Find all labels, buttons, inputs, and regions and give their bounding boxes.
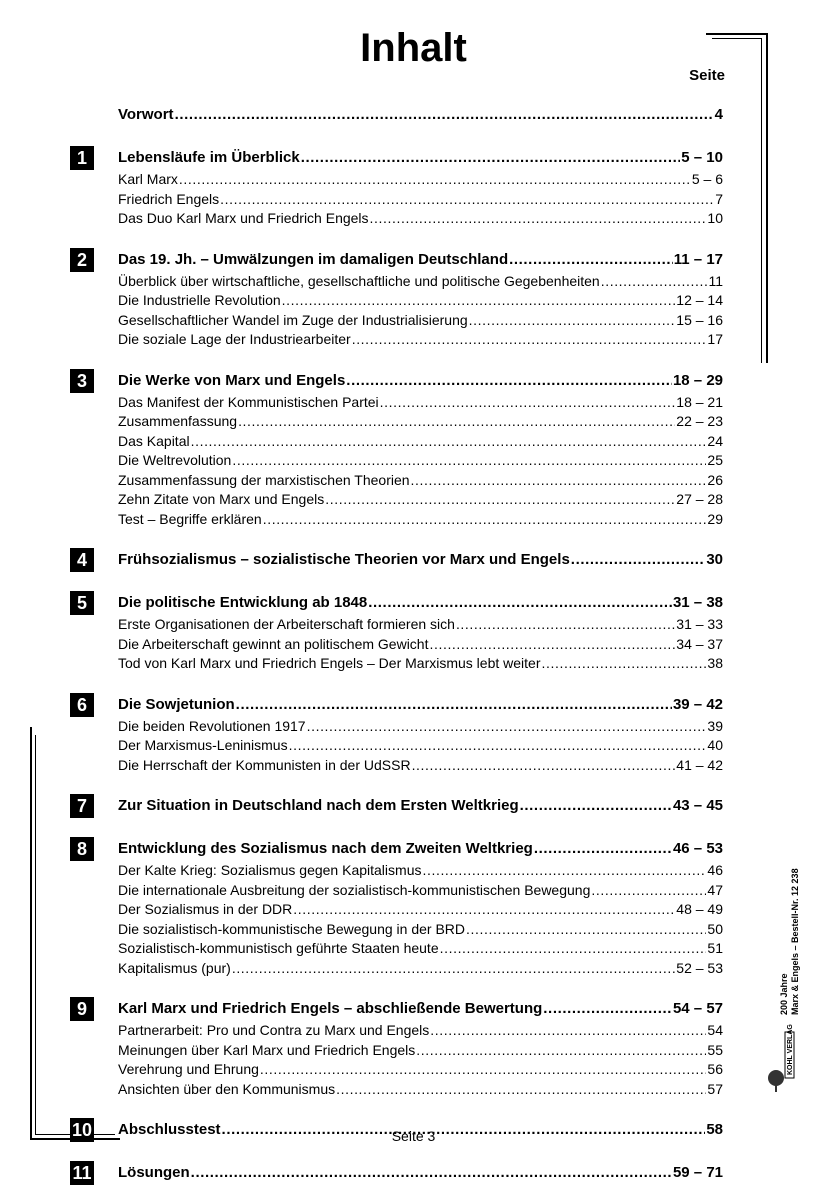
chapter-page: 58 [706,1121,723,1138]
dot-leader [430,1021,706,1041]
chapter-heading[interactable] [70,794,723,818]
toc-entry-page: 22 – 23 [676,413,723,429]
chapter-page: 31 – 38 [672,594,723,611]
toc-entry-page: 5 – 6 [691,171,723,187]
dot-leader [370,209,707,229]
dot-leader [440,939,707,959]
corner-line-top-h [706,33,766,35]
toc-entry[interactable] [70,736,723,756]
page-title: Inhalt [360,26,467,70]
toc-entry[interactable] [70,654,723,674]
toc-entry-page: 56 [707,1061,723,1077]
dot-leader [571,548,706,572]
dot-leader [325,490,675,510]
toc-entry-title: Die internationale Ausbreitung der sozialistisch-kommunistischen Bewegung [118,881,591,898]
toc-entry[interactable] [70,490,723,510]
section-gap [70,818,723,837]
toc-entry-page: 40 [707,737,723,753]
toc-entry-page: 27 – 28 [676,491,723,507]
toc-entry-title: Ansichten über den Kommunismus [118,1080,336,1097]
toc-entry-page: 24 [707,432,723,449]
dot-leader [220,190,714,210]
dot-leader [232,451,706,471]
corner-line-bottom-v2 [35,735,36,1135]
side-line-2: Marx & Engels – Bestell-Nr. 12 238 [790,868,800,1015]
toc-entry-page: 48 – 49 [676,901,723,917]
chapter-title: Das 19. Jh. – Umwälzungen im damaligen Deutschland [118,250,509,268]
dot-leader [412,756,676,776]
toc-entry-page: 51 [707,940,723,956]
chapter-number: 5 [70,591,94,615]
chapter-heading[interactable] [70,1161,723,1185]
toc-entry-page: 25 [707,452,723,468]
dot-leader [368,591,672,615]
chapter-title: Die Sowjetunion [118,695,235,713]
toc-entry-page: 31 – 33 [676,616,723,632]
toc-entry-title: Test – Begriffe erklären [118,510,262,527]
dot-leader [238,412,675,432]
chapter-title: Zur Situation in Deutschland nach dem Ersten Weltkrieg [118,797,519,814]
dot-leader [466,920,706,940]
chapter-page: 5 – 10 [681,149,723,166]
table-of-contents [70,103,723,1185]
chapter-heading[interactable] [70,837,723,861]
chapter-number: 7 [70,794,94,818]
section-gap [70,572,723,591]
toc-entry-title: Überblick über wirtschaftliche, gesellschaftliche und politische Gegebenheiten [118,272,600,289]
section-gap [70,674,723,693]
toc-entry-title: Gesellschaftlicher Wandel im Zuge der Industrialisierung [118,311,468,328]
toc-entry[interactable] [70,393,723,413]
dot-leader [469,311,676,331]
dot-leader [411,471,707,491]
toc-entry-title: Sozialistisch-kommunistisch geführte Staaten heute [118,940,439,956]
toc-entry-page: 41 – 42 [676,756,723,773]
chapter-page: 11 – 17 [673,250,723,268]
toc-entry-page: 50 [707,920,723,937]
dot-leader [191,1161,672,1185]
corner-line-top-h2 [712,38,762,39]
toc-entry[interactable] [70,510,723,530]
dot-leader [534,837,672,861]
page-footer: Seite 3 [391,1128,436,1144]
chapter-title: Karl Marx und Friedrich Engels – abschließende Bewertung [118,1000,543,1017]
chapter-title: Vorwort [118,106,174,123]
toc-entry[interactable] [70,615,723,635]
dot-leader [422,861,706,881]
chapter-heading[interactable] [70,369,723,393]
chapter-title: Abschlusstest [118,1121,221,1138]
toc-entry-page: 15 – 16 [676,311,723,328]
toc-entry[interactable] [70,1080,723,1100]
section-gap [70,229,723,248]
toc-entry-page: 18 – 21 [676,393,723,410]
chapter-heading[interactable] [70,693,723,717]
toc-entry-title: Zusammenfassung [118,413,238,429]
chapter-title: Die Werke von Marx und Engels [118,371,346,389]
toc-entry[interactable] [70,311,723,331]
chapter-number: 6 [70,693,94,717]
toc-entry-title: Der Kalte Krieg: Sozialismus gegen Kapitalismus [118,862,422,878]
toc-entry[interactable] [70,471,723,491]
section-gap [70,775,723,794]
toc-entry[interactable] [70,272,723,292]
toc-entry[interactable] [70,939,723,959]
chapter-title: Entwicklung des Sozialismus nach dem Zweiten Weltkrieg [118,840,533,857]
toc-entry-title: Die beiden Revolutionen 1917 [118,717,306,734]
toc-entry-title: Erste Organisationen der Arbeiterschaft formieren sich [118,616,455,632]
toc-entry-title: Der Sozialismus in der DDR [118,901,293,917]
toc-entry-title: Die soziale Lage der Industriearbeiter [118,331,351,347]
chapter-number: 2 [70,248,94,272]
toc-entry-page: 12 – 14 [676,292,723,308]
toc-entry[interactable] [70,330,723,350]
toc-entry-title: Die Industrielle Revolution [118,292,281,308]
dot-leader [179,170,691,190]
dot-leader [260,1060,707,1080]
toc-entry-page: 38 [707,655,723,671]
dot-leader [380,393,676,413]
toc-entry-title: Das Kapital [118,432,190,449]
toc-entry-page: 46 [707,862,723,878]
dot-leader [509,248,673,272]
toc-entry-page: 47 [707,881,723,898]
dot-leader [191,432,707,452]
corner-line-top-v [766,33,768,363]
dot-leader [456,615,675,635]
chapter-page: 39 – 42 [672,695,723,713]
toc-entry-title: Die Arbeiterschaft gewinnt an politischem Gewicht [118,635,429,652]
dot-leader [429,635,675,655]
section-gap [70,127,723,146]
chapter-page: 18 – 29 [672,371,723,389]
toc-entry-title: Der Marxismus-Leninismus [118,737,288,753]
toc-entry-page: 17 [707,331,723,347]
toc-entry-title: Kapitalismus (pur) [118,959,231,976]
toc-entry-title: Das Manifest der Kommunistischen Partei [118,393,379,410]
chapter-number: 8 [70,837,94,861]
chapter-title: Die politische Entwicklung ab 1848 [118,594,368,611]
dot-leader [543,997,672,1021]
chapter-number: 11 [70,1161,94,1185]
toc-entry-page: 39 [707,717,723,734]
toc-entry-title: Meinungen über Karl Marx und Friedrich Engels [118,1041,416,1058]
toc-entry[interactable] [70,432,723,452]
dot-leader [232,959,675,979]
chapter-page: 43 – 45 [672,797,723,814]
toc-entry-page: 10 [707,210,723,226]
toc-entry-page: 26 [707,471,723,488]
chapter-heading[interactable] [70,146,723,170]
chapter-heading[interactable] [70,997,723,1021]
toc-entry[interactable] [70,1060,723,1080]
chapter-page: 59 – 71 [672,1164,723,1181]
section-gap [70,350,723,369]
publisher-sidebar [757,850,817,1015]
dot-leader [282,291,676,311]
chapter-page: 4 [714,106,723,123]
chapter-number: 1 [70,146,94,170]
toc-entry-title: Karl Marx [118,171,178,187]
dot-leader [289,736,707,756]
toc-entry[interactable] [70,190,723,210]
chapter-title: Lebensläufe im Überblick [118,149,300,166]
chapter-page: 46 – 53 [672,840,723,857]
toc-entry-page: 57 [707,1080,723,1097]
chapter-heading[interactable] [70,548,723,572]
section-gap [70,1099,723,1118]
dot-leader [307,717,707,737]
dot-leader [352,330,707,350]
toc-entry[interactable] [70,412,723,432]
toc-entry[interactable] [70,959,723,979]
chapter-page: 30 [706,551,723,568]
side-line-1: 200 Jahre [779,973,789,1015]
chapter-heading[interactable] [70,248,723,272]
toc-entry[interactable] [70,635,723,655]
toc-entry-title: Verehrung und Ehrung [118,1061,259,1077]
toc-entry[interactable] [70,756,723,776]
toc-entry-page: 11 [708,272,723,289]
corner-line-top-v2 [761,38,762,363]
dot-leader [336,1080,706,1100]
dot-leader [416,1041,706,1061]
corner-line-bottom-v [30,727,32,1140]
toc-entry-title: Tod von Karl Marx und Friedrich Engels – Der Marxismus lebt weiter [118,655,541,671]
chapter-title: Lösungen [118,1164,190,1181]
dot-leader [301,146,681,170]
chapter-number: 9 [70,997,94,1021]
toc-entry-title: Die sozialistisch-kommunistische Bewegung in der BRD [118,920,466,937]
chapter-heading[interactable] [70,103,723,127]
toc-entry-page: 7 [715,190,723,207]
toc-entry[interactable] [70,717,723,737]
toc-entry-title: Zehn Zitate von Marx und Engels [118,491,325,507]
toc-entry[interactable] [70,920,723,940]
toc-entry-page: 52 – 53 [676,959,723,976]
chapter-title: Frühsozialismus – sozialistische Theorien vor Marx und Engels [118,551,570,568]
dot-leader [346,369,672,393]
dot-leader [175,103,714,127]
section-gap [70,529,723,548]
chapter-number: 4 [70,548,94,572]
toc-entry-page: 54 [707,1022,723,1038]
toc-entry-title: Die Herrschaft der Kommunisten in der UdSSR [118,756,411,773]
toc-entry[interactable] [70,170,723,190]
dot-leader [263,510,707,530]
publisher-name: KOHL VERLAG [787,1024,794,1075]
toc-entry-page: 55 [707,1041,723,1058]
dot-leader [236,693,672,717]
toc-entry[interactable] [70,1021,723,1041]
dot-leader [293,900,675,920]
publisher-logo [765,1024,795,1095]
toc-entry-title: Friedrich Engels [118,190,220,207]
chapter-heading[interactable] [70,591,723,615]
toc-entry[interactable] [70,881,723,901]
section-gap [70,1142,723,1161]
dot-leader [601,272,708,292]
toc-entry-page: 29 [707,510,723,527]
chapter-number: 10 [71,1120,93,1140]
toc-entry-title: Das Duo Karl Marx und Friedrich Engels [118,210,369,226]
page-column-label: Seite [689,67,725,84]
dot-leader [520,794,672,818]
toc-entry[interactable] [70,900,723,920]
toc-entry-title: Zusammenfassung der marxistischen Theorien [118,471,410,488]
section-gap [70,978,723,997]
dot-leader [542,654,707,674]
chapter-page: 54 – 57 [672,1000,723,1017]
toc-entry[interactable] [70,209,723,229]
toc-entry-title: Partnerarbeit: Pro und Contra zu Marx und Engels [118,1022,430,1038]
toc-entry[interactable] [70,861,723,881]
toc-entry[interactable] [70,451,723,471]
toc-entry-title: Die Weltrevolution [118,452,232,468]
toc-entry[interactable] [70,1041,723,1061]
toc-entry[interactable] [70,291,723,311]
dot-leader [591,881,706,901]
chapter-number: 3 [70,369,94,393]
toc-entry-page: 34 – 37 [676,635,723,652]
